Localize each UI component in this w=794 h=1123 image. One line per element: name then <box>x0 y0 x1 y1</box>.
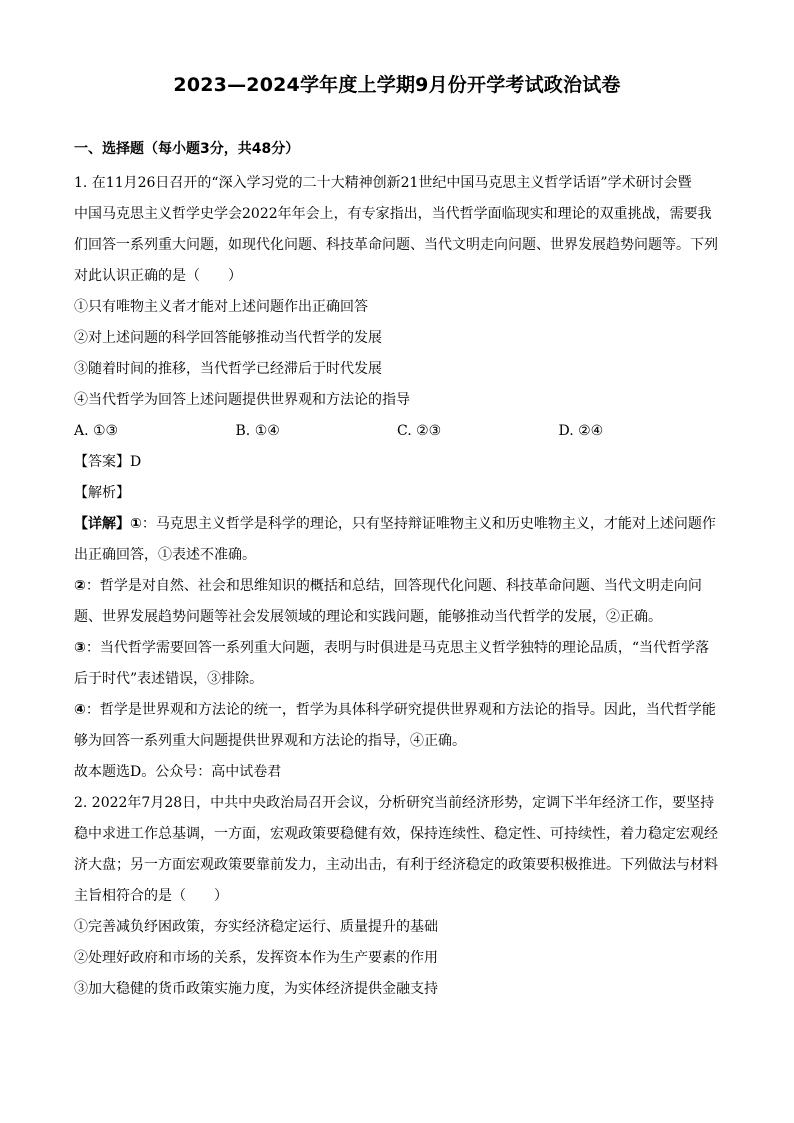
explanation-text: ：哲学是世界观和方法论的统一，哲学为具体科学研究提供世界观和方法论的指导。因此，当代哲学能 <box>85 702 716 718</box>
explanation-text: ：哲学是对自然、社会和思维知识的概括和总结，回答现代化问题、科技革命问题、当代文明走向问 <box>85 578 702 594</box>
question-2 <box>74 788 720 1005</box>
answer-value: D <box>130 454 142 470</box>
explanation-line <box>74 571 720 602</box>
statement: ①完善减负纾困政策，夯实经济稳定运行、质量提升的基础 <box>74 919 438 935</box>
question-text-line: 济大盘；另一方面宏观政策要靠前发力，主动出击，有利于经济稳定的政策要积极推进。下列做法与材料 <box>74 857 718 873</box>
page-title: 2023—2024学年度上学期9月份开学考试政治试卷 <box>173 74 621 96</box>
explanation-mark: ① <box>130 516 142 532</box>
detail-tag: 【详解】 <box>74 516 130 532</box>
question-text-line: 稳中求进工作总基调，一方面，宏观政策要稳健有效，保持连续性、稳定性、可持续性，着力稳定宏观经 <box>74 826 718 842</box>
statement: ②对上述问题的科学回答能够推动当代哲学的发展 <box>74 330 382 346</box>
analysis-tag: 【解析】 <box>74 485 130 501</box>
question-text-line: 2. 2022年7月28日，中共中央政治局召开会议，分析研究当前经济形势，定调下半年经济工作，要坚持 <box>74 795 715 811</box>
option-d: D. ②④ <box>558 423 604 439</box>
question-text-line: 1. 在11月26日召开的“深入学习党的二十大精神创新21世纪中国马克思主义哲学话语”学术研讨会暨 <box>74 175 692 191</box>
statement: ④当代哲学为回答上述问题提供世界观和方法论的指导 <box>74 392 410 408</box>
question-text-line: 对此认识正确的是（ ） <box>74 268 242 284</box>
answer-options <box>74 416 720 447</box>
explanation-mark: ④ <box>74 702 86 718</box>
statement: ②处理好政府和市场的关系，发挥资本作为生产要素的作用 <box>74 950 438 966</box>
answer-tag: 【答案】 <box>74 454 130 470</box>
section-heading: 一、选择题（每小题3分，共48分） <box>74 141 300 157</box>
question-text-line: 中国马克思主义哲学史学会2022年年会上，有专家指出，当代哲学面临现实和理论的双重挑战，需要我 <box>74 206 712 222</box>
option-a: A. ①③ <box>74 423 119 439</box>
option-b: B. ①④ <box>235 423 280 439</box>
question-1 <box>74 168 720 788</box>
explanation-line: 出正确回答，①表述不准确。 <box>74 547 256 563</box>
answer-line <box>74 447 720 478</box>
question-text-line: 们回答一系列重大问题，如现代化问题、科技革命问题、当代文明走向问题、世界发展趋势问题等。下列 <box>74 237 718 253</box>
statement: ①只有唯物主义者才能对上述问题作出正确回答 <box>74 299 368 315</box>
explanation-mark: ② <box>74 578 86 594</box>
explanation-line <box>74 633 720 664</box>
statement: ③加大稳健的货币政策实施力度，为实体经济提供金融支持 <box>74 981 438 997</box>
explanation-line: 题、世界发展趋势问题等社会发展领域的理论和实践问题，能够推动当代哲学的发展，②正确。 <box>74 609 662 625</box>
question-text-line: 主旨相符合的是（ ） <box>74 888 228 904</box>
explanation-line <box>74 695 720 726</box>
explanation-line: 后于时代”表述错误，③排除。 <box>74 671 264 687</box>
conclusion: 故本题选D。公众号：高中试卷君 <box>74 764 282 780</box>
option-c: C. ②③ <box>397 423 442 439</box>
explanation-text: ：马克思主义哲学是科学的理论，只有坚持辩证唯物主义和历史唯物主义，才能对上述问题作 <box>141 516 716 532</box>
statement: ③随着时间的推移，当代哲学已经滞后于时代发展 <box>74 361 382 377</box>
explanation-line <box>74 509 720 540</box>
explanation-mark: ③ <box>74 640 86 656</box>
explanation-line: 够为回答一系列重大问题提供世界观和方法论的指导，④正确。 <box>74 733 466 749</box>
exam-content <box>74 138 720 1005</box>
explanation-text: ：当代哲学需要回答一系列重大问题，表明与时俱进是马克思主义哲学独特的理论品质，“当代哲学落 <box>85 640 710 656</box>
